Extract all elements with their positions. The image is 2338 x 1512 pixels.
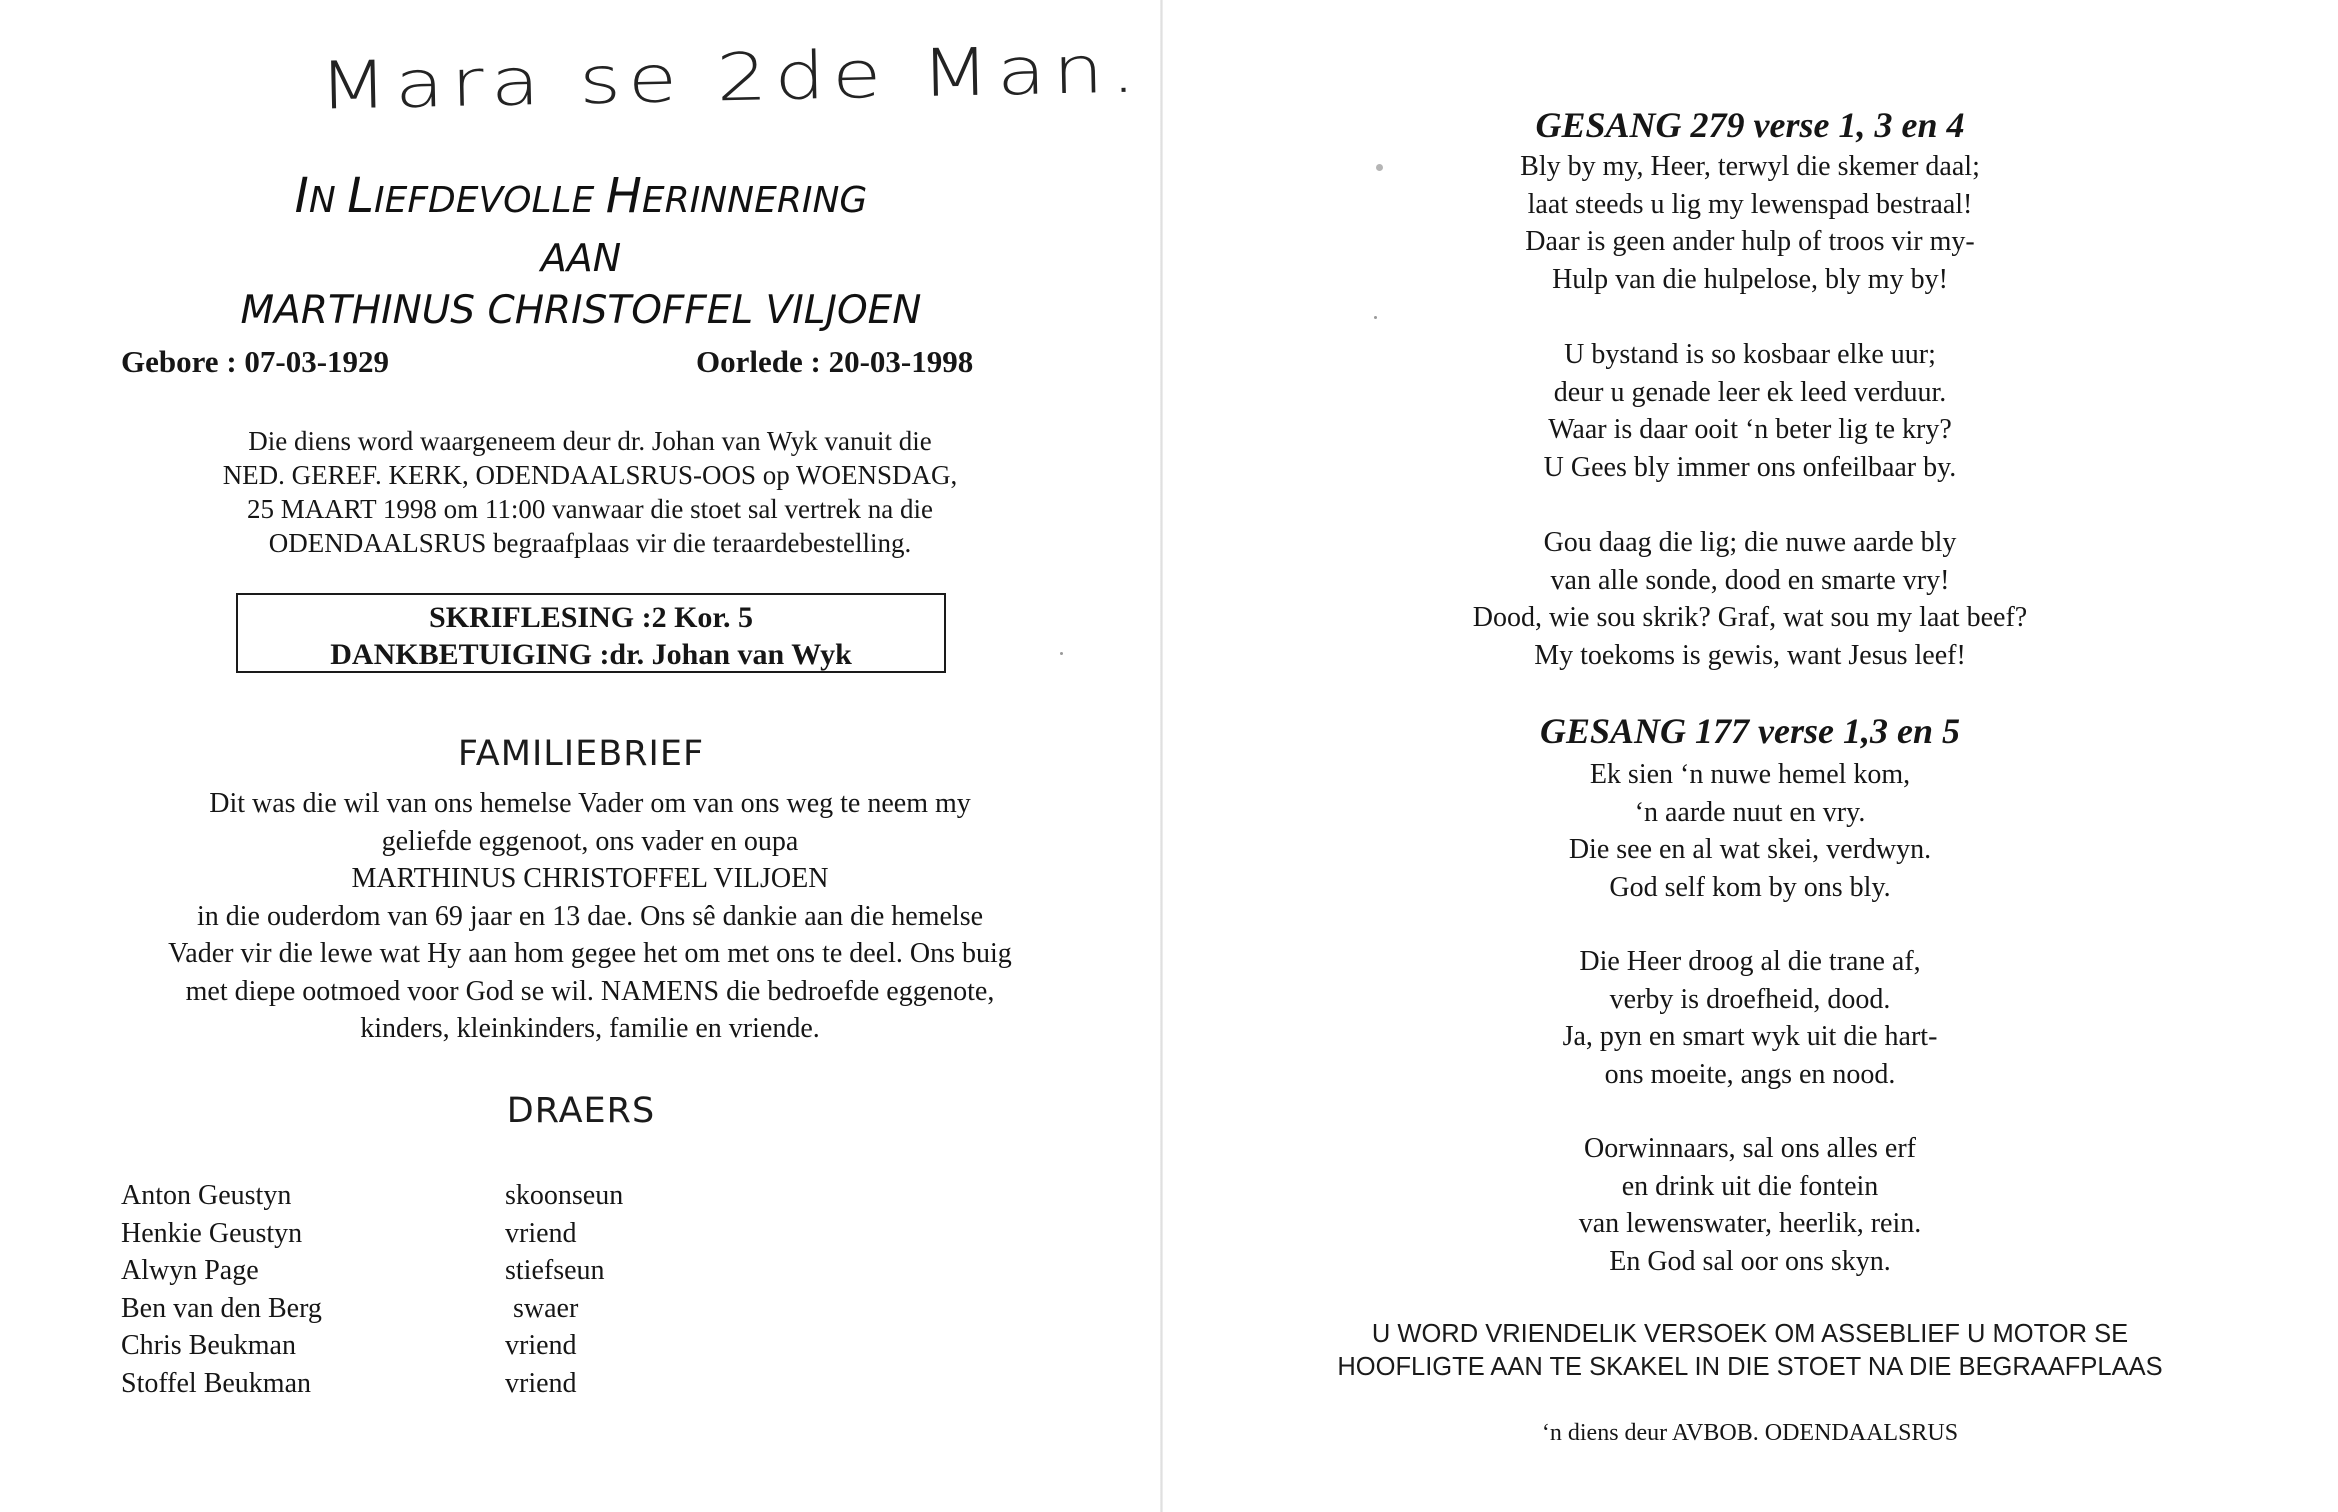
acknowledgement: DANKBETUIGING :dr. Johan van Wyk <box>330 638 852 671</box>
list-item: swaer <box>513 1292 579 1324</box>
list-item: skoonseun <box>505 1180 624 1211</box>
hymn1-stanza-1: Bly by my, Heer, terwyl die skemer daal; laat steeds u lig my lewenspad bestraal! Daar is geen ander hulp of troos vir my- Hulp van die hulpelose, bly my by! <box>1520 151 1980 295</box>
hymn2-stanza-1: Ek sien ‘n nuwe hemel kom, ‘n aarde nuut en vry. Die see en al wat skei, verdwyn. God self kom by ons bly. <box>1568 759 1932 903</box>
list-item: vriend <box>505 1330 577 1361</box>
list-item: Henkie Geustyn <box>121 1217 303 1249</box>
death-date: Oorlede : 20-03-1998 <box>696 344 974 379</box>
bearer-relations <box>505 1177 623 1402</box>
list-item: Ben van den Berg <box>121 1292 322 1324</box>
right-page <box>1162 0 2338 1512</box>
hymn2-title: GESANG 177 verse 1,3 en 5 <box>1540 711 1960 751</box>
scripture-reading: SKRIFLESING :2 Kor. 5 <box>429 601 753 634</box>
paper-speck <box>1376 164 1383 171</box>
list-item: Anton Geustyn <box>121 1180 292 1211</box>
title-aan: AAN <box>540 236 622 280</box>
list-item: vriend <box>505 1367 577 1399</box>
headlights-notice: U WORD VRIENDELIK VERSOEK OM ASSEBLIEF U MOTOR SE HOOFLIGTE AAN TE SKAKEL IN DIE STOET NA DIE BEGRAAFPLAAS <box>1337 1320 2163 1381</box>
bearer-names <box>121 1177 322 1402</box>
left-page <box>0 0 1162 1512</box>
paper-speck <box>1374 316 1377 319</box>
handwritten-note: Mara se 2de Man. <box>318 30 1144 125</box>
hymn2-stanza-2: Die Heer droog al die trane af, verby is droefheid, dood. Ja, pyn en smart wyk uit die hart- ons moeite, angs en nood. <box>1562 946 1938 1090</box>
deceased-name: MARTHINUS CHRISTOFFEL VILJOEN <box>240 288 922 333</box>
hymn2-stanza-3: Oorwinnaars, sal ons alles erf en drink uit die fontein van lewenswater, heerlik, rein. En God sal oor ons skyn. <box>1578 1133 1922 1277</box>
list-item: Stoffel Beukman <box>121 1367 312 1399</box>
family-letter-heading: FAMILIEBRIEF <box>457 734 705 774</box>
list-item: Alwyn Page <box>121 1255 259 1286</box>
birth-date: Gebore : 07-03-1929 <box>121 344 390 379</box>
service-details: Die diens word waargeneem deur dr. Johan van Wyk vanuit die NED. GEREF. KERK, ODENDAALSRUS-OOS op WOENSDAG, 25 MAART 1998 om 11:00 vanwaar die stoet sal vertrek na die ODENDAALSRUS begraafplaas vir die teraardebestelling. <box>222 426 958 558</box>
hymn1-stanza-2: U bystand is so kosbaar elke uur; deur u genade leer ek leed verduur. Waar is daar ooit ‘n beter lig te kry? U Gees bly immer ons onfeilbaar by. <box>1543 339 1957 483</box>
family-letter-text: Dit was die wil van ons hemelse Vader om van ons weg te neem my geliefde eggenoot, ons vader en oupa MARTHINUS CHRISTOFFEL VILJOEN in die ouderdom van 69 jaar en 13 dae. Ons sê dankie aan die hemelse Vader vir die lewe wat Hy aan hom gegee het om met ons te deel. Ons buig met diepe ootmoed voor God se wil. NAMENS die bedroefde eggenote, kinders, kleinkinders, familie en vriende. <box>168 788 1012 1044</box>
bearers-heading: DRAERS <box>506 1091 656 1131</box>
scripture-box <box>236 593 946 673</box>
hymn1-title: GESANG 279 verse 1, 3 en 4 <box>1535 105 1965 145</box>
list-item: vriend <box>505 1217 577 1249</box>
memorial-title: IN LIEFDEVOLLE HERINNERING <box>294 168 868 224</box>
footer-credit: ‘n diens deur AVBOB. ODENDAALSRUS <box>1541 1420 1959 1446</box>
list-item: Chris Beukman <box>121 1330 296 1361</box>
hymn1-stanza-3: Gou daag die lig; die nuwe aarde bly van alle sonde, dood en smarte vry! Dood, wie sou skrik? Graf, wat sou my laat beef? My toekoms is gewis, want Jesus leef! <box>1472 527 2028 671</box>
paper-speck <box>1060 652 1063 655</box>
list-item: stiefseun <box>505 1255 605 1286</box>
